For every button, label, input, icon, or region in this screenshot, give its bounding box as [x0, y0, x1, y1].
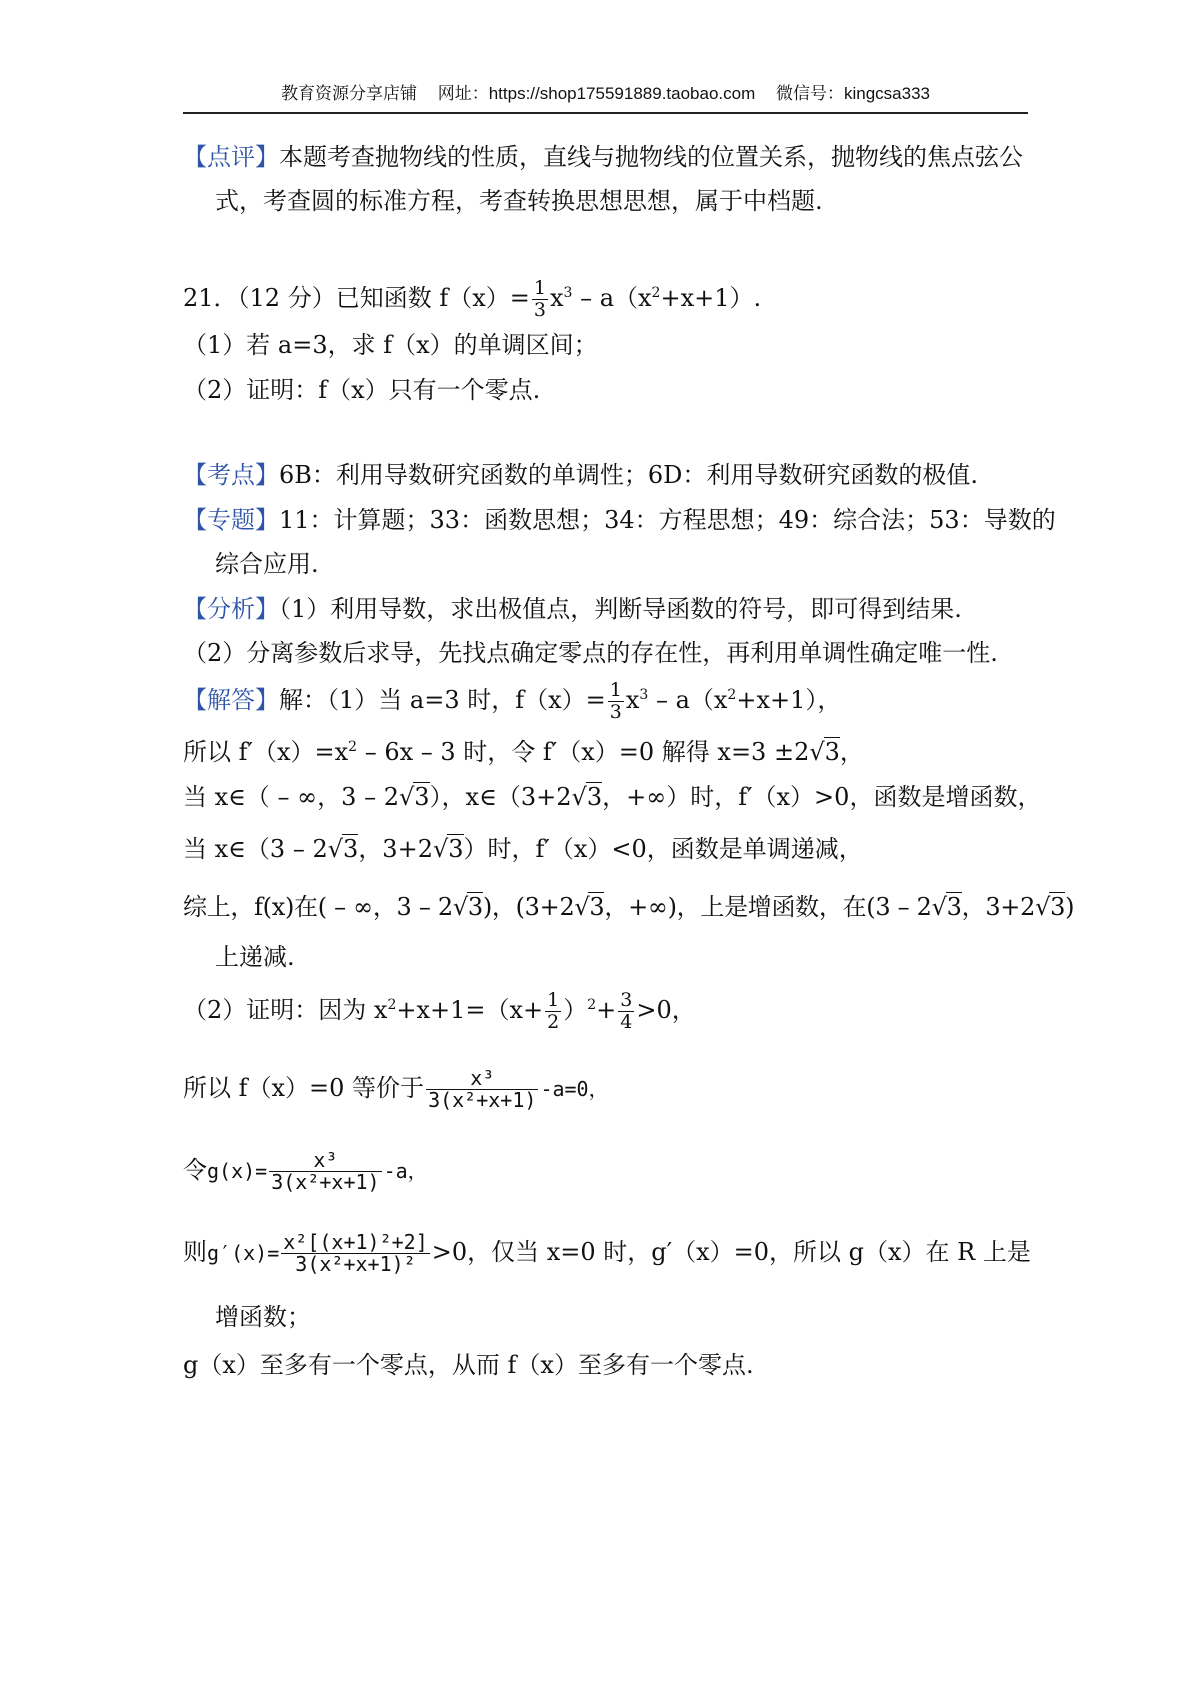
shop-url[interactable]: https://shop175591889.taobao.com	[488, 84, 756, 103]
g-end: -a，	[383, 1159, 428, 1183]
problem-tail: – a（x	[572, 284, 652, 312]
problem-part-2: （2）证明：f（x）只有一个零点.	[183, 376, 541, 404]
l5-b: )，(3+2	[482, 893, 575, 921]
wechat	[776, 84, 930, 103]
l3-a: 当 x∈（ – ∞，3 – 2	[183, 783, 399, 811]
l3-c: ，+∞）时，f′（x）>0，函数是增函数，	[602, 783, 1042, 811]
derivative-line-2: 增函数；	[215, 1303, 311, 1331]
fenxi-tag: 【分析】	[183, 595, 279, 623]
eq-pre: 所以 f（x）=0 等价于	[183, 1074, 425, 1102]
frac-den: 3(x²+x+1)²	[295, 1252, 416, 1276]
jieda-l1-pre: 解：（1）当 a=3 时，f（x）=	[279, 686, 606, 714]
zhuanti-tag: 【专题】	[183, 506, 279, 534]
fraction-derivative	[281, 1232, 430, 1275]
frac-num: x²[(x+1)²+2]	[283, 1230, 428, 1254]
frac-den: 2	[547, 1011, 560, 1033]
problem-end: +x+1）.	[660, 284, 762, 312]
l2-pre: 所以 f′（x）=x	[183, 738, 349, 766]
problem-intro: 21．（12 分）已知函数 f（x）=	[183, 284, 530, 312]
d-end: >0，仅当 x=0 时，g′（x）=0，所以 g（x）在 R 上是	[431, 1238, 1031, 1266]
l4-c: ）时，f′（x）<0，函数是单调递减，	[463, 835, 863, 863]
fenxi-line-2: （2）分离参数后求导，先找点确定零点的存在性，再利用单调性确定唯一性.	[183, 639, 998, 667]
fenxi-text-1: （1）利用导数，求出极值点，判断导函数的符号，即可得到结果.	[279, 595, 962, 623]
exp-2: 2	[651, 285, 661, 301]
jieda-line-3	[183, 780, 1041, 814]
wechat-id: kingcsa333	[844, 84, 931, 103]
frac-num: 1	[547, 989, 560, 1011]
derivative-line	[183, 1232, 1031, 1275]
frac-num: 1	[609, 679, 622, 701]
page-header	[183, 84, 1028, 114]
sqrt-3: 3	[589, 893, 605, 921]
sqrt-icon: √	[574, 893, 590, 921]
sqrt-3: 3	[586, 783, 603, 811]
frac-den: 3	[609, 701, 622, 723]
fraction-one-third	[532, 278, 548, 321]
frac-num: 1	[533, 277, 546, 299]
sqrt-3: 3	[448, 835, 464, 863]
jieda-tag: 【解答】	[183, 686, 279, 714]
sqrt-3: 3	[1050, 893, 1066, 921]
jieda-line-5	[183, 890, 1074, 924]
sqrt-3: 3	[467, 893, 483, 921]
jieda-line-2	[183, 735, 864, 769]
jieda-line-4	[183, 832, 863, 866]
l3-b: ），x∈（3+2	[429, 783, 572, 811]
l5-c: ，+∞)，上是增函数，在(3 – 2	[604, 893, 932, 921]
fraction-equiv	[426, 1068, 538, 1111]
zhuanti-line-1	[183, 503, 1056, 537]
d-name: g′(x)=	[207, 1241, 280, 1265]
final-line: g（x）至多有一个零点，从而 f（x）至多有一个零点.	[183, 1351, 754, 1379]
frac-den: 4	[620, 1011, 633, 1033]
l2-mid: – 6x – 3 时，令 f′（x）=0 解得 x=3 ±2	[357, 738, 810, 766]
comment-line-2: 式，考查圆的标准方程，考查转换思想思想，属于中档题.	[215, 187, 823, 215]
exp-2: 2	[727, 687, 737, 703]
sqrt-3: 3	[946, 893, 962, 921]
d-pre: 则	[183, 1238, 207, 1266]
eq-end: -a=0，	[540, 1077, 609, 1101]
problem-part-1: （1）若 a=3，求 f（x）的单调区间；	[183, 331, 598, 359]
frac-den: 3	[533, 299, 546, 321]
g-name: g(x)=	[207, 1159, 268, 1183]
exp-3: 3	[563, 285, 573, 301]
exp-3: 3	[639, 687, 649, 703]
frac-den: 3(x²+x+1)	[271, 1170, 380, 1194]
zhuanti-text-1: 11：计算题；33：函数思想；34：方程思想；49：综合法；53：导数的	[279, 506, 1056, 534]
frac-den: 3(x²+x+1)	[428, 1088, 537, 1112]
exp-2: 2	[587, 997, 597, 1013]
jieda-line-6: 上递减.	[215, 943, 295, 971]
exp-2: 2	[348, 739, 358, 755]
site	[438, 84, 756, 103]
fraction-three-quarters	[618, 990, 634, 1033]
fraction-one-third-2	[608, 680, 624, 723]
frac-num: x³	[269, 1150, 381, 1172]
sqrt-icon: √	[1035, 893, 1051, 921]
g-def-line	[183, 1150, 428, 1193]
problem-statement	[183, 278, 761, 321]
fraction-g	[269, 1150, 381, 1193]
sqrt-icon: √	[432, 835, 449, 863]
frac-num: 3	[620, 989, 633, 1011]
site-label: 网址：	[437, 84, 489, 103]
kaodian-text: 6B：利用导数研究函数的单调性；6D：利用导数研究函数的极值.	[279, 461, 979, 489]
jieda-l1-end: +x+1），	[736, 686, 842, 714]
wechat-label: 微信号：	[776, 84, 844, 103]
p2-post: ）	[563, 996, 588, 1024]
sqrt-icon: √	[398, 783, 415, 811]
fraction-one-half	[545, 990, 561, 1033]
l5-e: )	[1065, 893, 1075, 921]
equiv-line	[183, 1068, 609, 1111]
comment-text-1: 本题考查抛物线的性质，直线与抛物线的位置关系，抛物线的焦点弦公	[279, 143, 1023, 171]
sqrt-icon: √	[931, 893, 947, 921]
sqrt-icon: √	[571, 783, 587, 811]
zhuanti-line-2: 综合应用.	[215, 550, 319, 578]
jieda-line-1	[183, 680, 841, 723]
l5-a: 综上，f(x)在( – ∞，3 – 2	[183, 893, 453, 921]
frac-num: x³	[426, 1068, 538, 1090]
comment-tag: 【点评】	[183, 143, 279, 171]
sqrt-icon: √	[809, 738, 825, 766]
p2-pre: （2）证明：因为 x	[183, 996, 388, 1024]
sqrt-icon: √	[327, 835, 344, 863]
g-pre: 令	[183, 1156, 207, 1184]
kaodian-tag: 【考点】	[183, 461, 279, 489]
l4-b: ，3+2	[358, 835, 433, 863]
sqrt-3: 3	[343, 835, 359, 863]
sqrt-3: 3	[414, 783, 430, 811]
l2-end: ，	[839, 738, 864, 766]
exp-2: 2	[387, 997, 397, 1013]
p2-end: >0，	[636, 996, 696, 1024]
proof-line-1	[183, 990, 696, 1033]
jieda-l1-tail: – a（x	[648, 686, 728, 714]
jieda-l1-x: x	[625, 686, 640, 714]
l5-d: ，3+2	[961, 893, 1036, 921]
p2-plus: +	[596, 996, 617, 1024]
sqrt-icon: √	[452, 893, 468, 921]
kaodian-line	[183, 458, 978, 492]
comment-line-1	[183, 140, 1023, 174]
sqrt-3: 3	[824, 738, 840, 766]
fenxi-line-1	[183, 592, 962, 626]
l4-a: 当 x∈（3 – 2	[183, 835, 328, 863]
shop-name: 教育资源分享店铺	[280, 84, 417, 103]
problem-x: x	[549, 284, 564, 312]
p2-mid: +x+1=（x+	[396, 996, 544, 1024]
